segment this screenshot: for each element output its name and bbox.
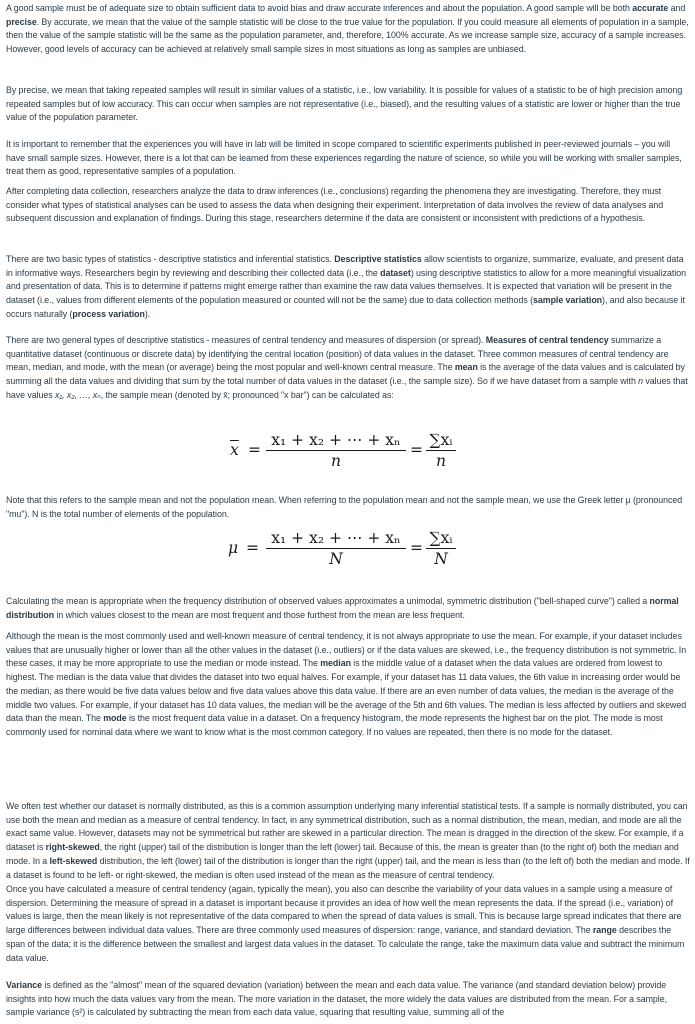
paragraph-normal-distribution: [6, 595, 690, 622]
paragraph-skewness: [6, 800, 690, 882]
text-run: Calculating the mean is appropriate when the frequency distribution of observed values approximates a unimodal, symmetric distribution ("bell-shaped curve") called a: [6, 596, 650, 606]
bold-term: Measures of central tendency: [485, 335, 609, 345]
sample-mean-formula: [230, 432, 470, 472]
text-run: Although the mean is the most commonly used and well-known measure of central tendency, it is not always appropriate to use the mean. For example, if your dataset includes values that are unusually higher or lower than all the other values in the dataset (i.e., outliers) or if the data values are skewed, i.e., the frequency distribution is not symmetric. In these cases, it may be more appropriate to use the median or mode instead. The: [6, 631, 687, 669]
text-run: is the most frequent data value in a dataset. On a frequency histogram, the mode represents the highest bar on the plot. The mode is most commonly used for nominal data where we want to know what is the most common category. If no values are repeated, then there is no mode for the dataset.: [6, 713, 663, 737]
bold-term: accurate: [632, 3, 669, 13]
text-run: describes the span of the data; it is the difference between the smallest and largest data values in the dataset. To calculate the range, take the maximum data value and subtract the minimum data value.: [6, 925, 685, 963]
paragraph-central-tendency: [6, 334, 690, 403]
text-run: is defined as the "almost" mean of the squared deviation (variation) between the mean and each data value. The variance (and standard deviation below) provide insights into how much the data values vary from the mean. The more variation in the dataset, the more widely the data values are distributed from the mean. For a sample, sample variance (s²) is calculated by subtracting the mean from each data value, squaring that resulting value, summing all of the: [6, 980, 668, 1018]
paragraph-lab-experiences: [6, 138, 690, 179]
formula-numerator: x₁ + x₂ + ⋯ + xₙ: [266, 432, 406, 451]
bold-term: normal distribution: [6, 596, 679, 620]
formula-denominator: n: [436, 452, 446, 470]
bold-term: mean: [454, 362, 478, 373]
paragraph-variance: [6, 979, 690, 1020]
text-run: We often test whether our dataset is normally distributed, as this is a common assumption underlying many inferential statistical tests. If a sample is normally distributed, you can use both the mean and median as a measure of central tendency. In fact, in any symmetrical distribution, such as a normal distribution, the mean, median, and mode are all the exact same value. However, datasets may not be symmetrical but rather are skewed in a particular direction. The mean is dragged in the direction of the skew. For example, if a dataset is: [6, 801, 688, 853]
text-run: By precise, we mean that taking repeated samples will result in similar values of a statistic, i.e., low variability. It is possible for values of a statistic to be of high precision among repeated samples but of low accuracy. This can occur when samples are not representative (i.e., biased), and the resulting values of a statistic are lower or higher than the true value of the population parameter.: [6, 85, 683, 123]
paragraph-accuracy: [6, 2, 690, 57]
formula-numerator: x₁ + x₂ + ⋯ + xₙ: [266, 530, 406, 549]
text-run: allow scientists to organize, summarize, evaluate, and present data in informative ways. Researchers begin by reviewing and describing their collected data (i.e., the: [6, 254, 684, 278]
text-run: There are two general types of descriptive statistics - measures of central tendency and measures of dispersion (or spread).: [6, 335, 486, 345]
text-run: , the sample mean (denoted by x̄; pronounced "x bar") can be calculated as:: [100, 389, 394, 400]
bold-term: sample variation: [532, 295, 603, 306]
bold-term: median: [320, 658, 351, 669]
text-run: and: [668, 3, 686, 13]
formula-lhs: $\overline{x}$: [230, 441, 239, 459]
text-run: ).: [144, 308, 151, 319]
formula-denominator: N: [434, 550, 448, 568]
formula-fraction: [266, 432, 406, 471]
paragraph-population-mean-note: [6, 494, 690, 521]
text-run: x₁, x₂, …, xₙ: [54, 389, 101, 400]
formula-sum: ∑xᵢ: [426, 432, 456, 451]
text-run: , the right (upper) tail of the distribution is longer than the left (lower) tail. Because of this, the mean is greater than (to the right of) both the median and mode. In a: [6, 842, 679, 866]
bold-term: dataset: [380, 267, 411, 278]
text-run: is the average of the data values and is calculated by summing all the data values and dividing that sum by the total number of data values in the dataset (i.e., the sample size). So if we have dataset from a sample with: [6, 362, 685, 387]
formula-equals: =: [410, 441, 423, 459]
formula-equals: =: [248, 441, 261, 459]
paragraph-median-mode: [6, 630, 690, 740]
bold-term: right-skewed: [45, 842, 100, 853]
text-run: A good sample must be of adequate size to obtain sufficient data to avoid bias and draw accurate inferences and about the population. A good sample will be both: [6, 3, 633, 13]
bold-term: process variation: [72, 308, 145, 319]
formula-fraction: [266, 530, 406, 569]
bold-term: Descriptive statistics: [334, 254, 422, 264]
formula-sum: ∑xᵢ: [426, 530, 456, 549]
population-mean-formula: [228, 530, 468, 570]
text-run: Once you have calculated a measure of central tendency (again, typically the mean), you also can describe the variability of your data values in a sample using a measure of dispersion. Determining the measure of spread in a dataset is important because it provides an idea of how well the mean represents the data. If the spread (i.e., variation) of values is large, then the mean likely is not representative of the data compared to when the spread of data values is small. This is because large spread indicates that there are large differences between individual data values. There are three commonly used measures of dispersion: range, variance, and standard deviation. The: [6, 884, 682, 936]
text-run: After completing data collection, researchers analyze the data to draw inferences (i.e., conclusions) regarding the phenomena they are investigating. Therefore, they must consider what types of statistical analyses can be used to assess the data when designing their experiment. Interpretation of data involves the review of data analyses and subsequent discussion and explanation of findings. During this stage, researchers determine if the data are consistent or inconsistent with predictions of a hypothesis.: [6, 186, 664, 224]
bold-term: left-skewed: [49, 855, 98, 866]
formula-equals: =: [410, 539, 423, 557]
formula-fraction: [426, 432, 456, 471]
text-run: n: [638, 376, 644, 387]
formula-denominator: N: [329, 550, 343, 568]
text-run: distribution, the left (lower) tail of the distribution is longer than the right (upper) tail, and the mean is less than (to the left of) both the median and mode. If a dataset is found to be left- or right-skewed, the median is often used instead of the mean as the measure of central tendency.: [6, 855, 690, 880]
paragraph-data-analysis: [6, 185, 690, 226]
text-run: There are two basic types of statistics - descriptive statistics and inferential statistics.: [6, 254, 335, 264]
text-run: ), and also because it occurs naturally (: [6, 295, 685, 319]
text-run: It is important to remember that the experiences you will have in lab will be limited in scope compared to scientific experiments published in peer-reviewed journals – you will have small sample sizes. However, there is a lot that can be learned from these experiences regarding the nature of science, so while you will be working with smaller samples, treat them as good, representative samples of a population.: [6, 139, 682, 177]
bold-term: mode: [103, 713, 127, 724]
text-run: Note that this refers to the sample mean and not the population mean. When referring to the population mean and not the sample mean, we use the Greek letter μ (pronounced "mu"). N is the total number of elements of the population.: [6, 495, 683, 519]
bold-term: range: [592, 925, 617, 936]
paragraph-precision: [6, 84, 690, 125]
formula-equals: =: [246, 539, 259, 557]
formula-lhs: μ: [228, 539, 239, 557]
text-run: is the middle value of a dataset when the data values are ordered from lowest to highest. The median is the data value that divides the dataset into two equal halves. For example, if your dataset has 11 data values, the 6th value in increasing order would be the median, as there would be five data values below and five data values above this data value. If there are an even number of data values, the median is the average of the middle two values. For example, if your dataset has 10 data values, the median will be the average of the 5th and 6th values. The median is less affected by outliers and skewed data than the mean. The: [6, 658, 687, 724]
formula-fraction: [426, 530, 456, 569]
text-run: in which values closest to the mean are most frequent and those furthest from the mean are less frequent.: [54, 609, 465, 620]
text-run: ) using descriptive statistics to allow for a more meaningful visualization and presentation of data. This is to determine if patterns might emerge rather than examine the raw data values themselves. It is expected that variation will be present in the dataset (i.e., values from different elements of the population measured or counted will not be the same) due to data collection methods (: [6, 267, 687, 306]
text-run: values that have values: [6, 376, 688, 400]
bold-term: precise: [6, 16, 37, 27]
paragraph-dispersion: [6, 883, 690, 965]
bold-term: Variance: [6, 980, 43, 990]
paragraph-descriptive-statistics: [6, 253, 690, 322]
formula-denominator: n: [331, 452, 341, 470]
text-run: summarize a quantitative dataset (continuous or discrete data) by identifying the central location (position) of data values in the dataset. Three common measures of central tendency are mean, median, and mode, with the mean (or average) being the most popular and well-known central measure. The: [6, 335, 669, 373]
text-run: . By accurate, we mean that the value of the sample statistic will be close to the true value for the population. If you could measure all elements of population in a sample, then the value of the sample statistic will be the same as the population parameter, and, therefore, 100% accurate. As we increase sample size, accuracy of a sample increases. However, good levels of accuracy can be achieved at relatively small sample sizes in most situations as long as samples are unbiased.: [6, 16, 689, 55]
